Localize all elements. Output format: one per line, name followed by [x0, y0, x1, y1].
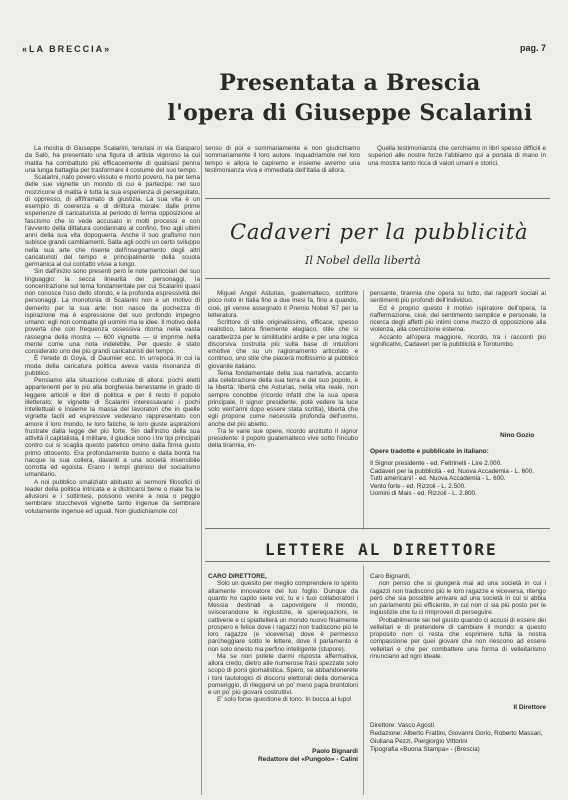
paragraph: Ed è proprio questo il motivo ispiratore dell'opera, la riaffermazione, cioè, del sentimento semplice e personale, la ricerca degli affetti più intimi come mezzo di opposizione alla violenza, alla coercizione esterna. — [370, 304, 546, 334]
signature-name: Paolo Bignardi — [312, 748, 358, 755]
letter-salutation: CARO DIRETTORE, — [208, 573, 267, 580]
works-heading: Opere tradotte e pubblicate in italiano: — [370, 448, 489, 455]
paragraph: Accanto all'opera maggiore, ricordo, tra i racconti più significativi, Cadaveri per la pubblicità e Torotumbo. — [370, 333, 546, 348]
section-divider — [205, 561, 550, 562]
paragraph: Probabilmente sei nel giusto quando ci accusi di essere dei velleitari e di pretendere di cambiare il mondo: a questo proposito non ci resta che esprimere tutta la nostra compassione per quei giovani che non riescono ad essere velleitari e che per combattere una forma di velleitarismo rinunciano ad ogni ideale. — [370, 616, 546, 660]
paragraph: Sin dall'inizio sono presenti però le note particolari del suo linguaggio: la secca linearità dei personaggi, la concentrazione sul tema fondamentale per cui Scalarini quasi non conosce l'uso dello sfondo, e la profonda espressività dei personaggi. La monotonia di Scalarini non è un motivo di demerito per la sua arte: non nasce da pochezza di ispirazione ma è espressione del suo profondo impegno umano: egli non combatte gli uomini ma le idee. Il motivo della povertà che con frequenza ossessiva ritorna nella vasta rassegna della mostra — 600 vignette — si imprime nella mente come una nota indelebile. Per questo è stato considerato uno dei più grandi caricaturisti del tempo. — [25, 268, 200, 355]
scalarini-column-3 — [368, 145, 546, 189]
works-item: Tutti americani! - ed. Nuova Accademia - L. 600. — [370, 475, 506, 483]
reply-signature: Il Direttore — [513, 704, 546, 711]
works-item: Il Signor presidente - ed. Feltrinelli - Lire 2.000. — [370, 460, 502, 467]
credit-line: Direttore: Vasco Agosti — [370, 722, 435, 729]
section-divider — [205, 198, 550, 199]
column-divider — [363, 565, 364, 795]
scalarini-column-2 — [205, 145, 360, 189]
signature-role: Redattore del «Pungolo» - Calini — [257, 756, 358, 763]
works-item: Uomini di Mais - ed. Rizzoli - L. 2.800. — [370, 490, 477, 498]
paragraph: non penso che si giungerà mai ad una società in cui i ragazzi non tradiscono più le loro ragazze e viceversa, ritengo però che sia possibile arrivare ad una società in cui si abbia un parlamento più efficiente, in cui non ci sia più posto per le ingiustizie che tu ci rimproveri di perseguire. — [370, 580, 546, 617]
credit-line: Redazione: Alberto Frattini, Giovanni Gorio, Roberto Massari, Giuliana Pezzi, Piergiorgio Vittorini — [370, 730, 543, 745]
works-list — [370, 460, 546, 498]
asturias-column-left — [208, 290, 358, 525]
section-divider — [205, 278, 550, 279]
paragraph: senso di poi e sommariamente e non giudichiamo sommariamente il loro autore. Inquadriamole nel loro tempo e allora le capiremo e insieme avremo una testimonianza viva e immediata dell'Italia di allora. — [205, 145, 360, 174]
works-item: Cadaveri per la pubblicità - ed. Nuova Accademia - L. 600. — [370, 467, 534, 475]
paragraph: pensante, tirannia che opera su tutto, dai rapporti sociali ai sentimenti più profondi dell'individuo. — [370, 290, 546, 305]
paragraph: È l'erede di Goya, di Daumier ecc. In un'epoca in cui la moda della caricatura politica aveva vasta risonanza di pubblico. — [25, 355, 200, 377]
article-title-line1: Presentata a Brescia — [219, 70, 481, 96]
works-item: Vento forte - ed. Rizzoli - L. 2.500. — [370, 482, 466, 490]
scalarini-column-1 — [25, 145, 200, 793]
column-divider — [363, 290, 364, 530]
asturias-title: Cadaveri per la pubblicità — [230, 220, 529, 244]
paragraph: Quella testimonianza che cerchiamo in libri spesso difficili e superiori alle nostre forze l'abbiamo qui a portata di mano in una mostra tanto ricca di valori umani e storici. — [368, 145, 546, 167]
asturias-column-right — [370, 290, 546, 425]
article-title-line2: l'opera di Giuseppe Scalarini — [167, 100, 533, 126]
paragraph: La mostra di Giuseppe Scalarini, tenutasi in via Gasparo da Salò, ha presentato una figura di artista vigoroso la cui matita ha combattuto più efficacemente di qualsiasi penna una lunga battaglia per trasformare il costume del suo tempo. — [25, 145, 200, 174]
article-author: Nino Gozio — [500, 432, 535, 439]
paragraph: Pensiamo alla situazione culturale di allora: pochi eletti appartenenti per lo più alla borghesia benestante in grado di leggere articoli e libri di politica e per il resto il popolo illetterato; le vignette di Scalarini interessavano i pochi intellettuali e insieme la massa dei lavoratori che in quelle vignette facili ed espressive vedevano rappresentato con amore il loro mondo, le loro fatiche, le loro giuste aspirazioni frustrate dalla legge del più forte. Sin dall'inizio della sua attività il capitalista, il militare, il giudice sono i tre tipi principali contro cui si scaglia questo patetico omino dalla firma gusto primo ottocento. Era profondamente buono e dalla bontà ha nacque la sua collera, davanti a una società insensibile corrotta ed egoista. Erano i tempi gloriosi del socialismo umanitario. — [25, 377, 200, 479]
reply-greeting: Caro Bignardi, — [370, 573, 411, 580]
paragraph: A noi pubblico smaliziato abituato ai sermoni filosofici di leader della politica intricata e a districarsi bene o male fra le allusioni e i sottintesi, possono venire a noia o peggio sembrare stucchevoli vignette tanto ingenue da sembrare volutamente ingenue ed uguali. Non giudichiamole col — [25, 478, 200, 515]
reply-column — [370, 573, 546, 705]
paragraph: Ma se non potete darmi risposta affermativa, allora credo, dietro alle numerose frasi spezzate solo scopo di porsi giornalistica. Spero, se abbandonerete i toni tautologici di discorsi elettorali della domenica pomeriggio, di rileggervi un po' meno papà brontoloni e un po' più giovani costruttivi. — [208, 652, 358, 696]
paragraph: Solo un quesito per meglio comprendere lo spirito altamente innovatore del tuo foglio. Dunque da quanto ho capito siete voi, tu e i tuoi collaboratori i Messia destinati a capovolgere il mondo, sviscerandone le ingiustizie, le sperequazioni, le cattiverie e ci spiattellerà un mondo nuovo finalmente prospero e felice dove i ragazzi non tradiscono più le loro ragazze (e viceversa) dove è permesso parcheggiare sotto le lettere, dove il parlamento è non solo onesto ma perfino intelligente (stupore). — [208, 580, 358, 653]
masthead: «LA BRECCIA» — [22, 44, 112, 54]
column-divider — [201, 145, 202, 795]
paragraph: Tema fondamentale della sua narrativa, accanto alla celebrazione della sua terra e del suo popolo, è la libertà: libertà che Asturias, nella vita reale, non sempre conobbe (ricordo infatti che la sua opera principale, Il signor presidente, potè vedere la luce solo vent'anni dopo essere stata scritta), libertà che egli propone come necessità profonda dell'uomo, anche del più abietto. — [208, 369, 358, 428]
letter-signature — [208, 748, 358, 764]
paragraph: Tra le varie sue opere, ricordo anzitutto Il signor presidente: il popolo guatemalteco vive sotto l'incubo della tirannia, im- — [208, 427, 358, 450]
paragraph: Scalarini, nato povero vissuto e morto povero, ha per tema delle sue vignette un mondo di cui è partecipe: nel suo mozzicone di matita è tutta la sua esperienza di perseguitato, di oppresso, di affiframato di giustizia. La sua vita è un esempio di coerenza e di dirittura morale: dalle prime esperienze di caricaturista al periodo di ferma opposizione al fascismo che lo vede accusato in molti processi e con l'avvento della dittatura condannato al confino, fino agli ultimi anni della sua vita dopoguerra. Anche il suo grafismo non subisce grandi cambiamenti. Salta agli occhi un certo sviluppo nella sua arte che risente dell'insegnamento degli altri caricaturisti del tempo e principalmente della scuola germanica al cui contatto visse a lungo. — [25, 174, 200, 268]
credits-box — [370, 722, 546, 754]
asturias-subtitle: Il Nobel della libertà — [305, 254, 421, 267]
section-divider — [205, 528, 550, 529]
paragraph: Scrittore di stile originalissimo, efficace, spesso realistico, talora finemente elegiaco, stile che si caratterizza per le similitudini ardite e per una logica discorsiva costruita più sulla base di intuizioni emotive che su un ragionamento articolato e continuo, uno stile che piacerà moltissimo al pubblico giovanile italiano. — [208, 319, 358, 370]
paragraph: Miguel Angel Asturias, guatemalteco, scrittore poco noto in Italia fino a due mesi fa, fino a quando, cioè, gli venne assegnato il Premio Nobel '67 per la letteratura. — [208, 290, 358, 319]
letters-title: LETTERE AL DIRETTORE — [265, 540, 498, 559]
page-number: pag. 7 — [519, 43, 546, 53]
paragraph: E' solo forse questione di tono. In bocca al lupo! — [217, 696, 352, 704]
credit-line: Tipografia «Buona Stampa» - (Brescia) — [370, 746, 480, 753]
